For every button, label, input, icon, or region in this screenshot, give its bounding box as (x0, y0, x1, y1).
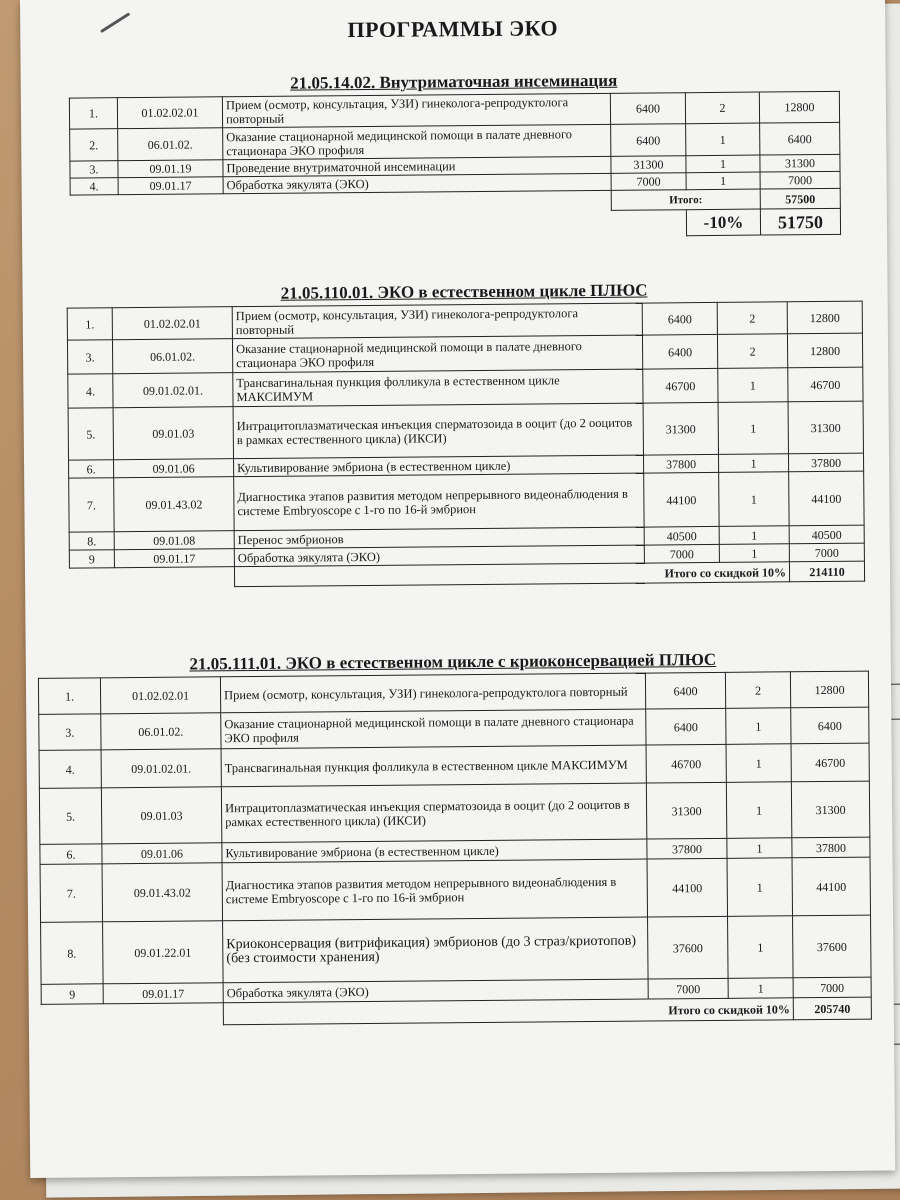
row-number: 1. (69, 98, 117, 129)
service-code: 09.01.02.01. (113, 373, 233, 408)
service-code: 09.01.03 (113, 407, 233, 460)
service-description: Проведение внутриматочной инсеминации (223, 156, 611, 176)
quantity: 1 (728, 978, 793, 999)
services-table (69, 91, 841, 242)
section-title: 21.05.111.01. ЭКО в естественном цикле с криоконсервацией ПЛЮС (189, 649, 717, 674)
empty-cell (41, 1003, 223, 1027)
quantity: 1 (726, 782, 791, 839)
service-code: 09.01.02.01. (101, 749, 221, 788)
section-insemination (69, 69, 841, 242)
service-code: 09.01.22.01 (103, 921, 224, 984)
section-eco-natural-plus (66, 279, 865, 589)
quantity: 1 (728, 916, 794, 979)
row-number: 9 (41, 984, 103, 1005)
service-code: 06.01.02. (101, 713, 221, 750)
quantity: 1 (726, 744, 791, 783)
service-description: Обработка эякулята (ЭКО) (223, 173, 611, 193)
line-total: 7000 (789, 543, 864, 562)
quantity: 1 (718, 402, 788, 455)
document-page (20, 0, 895, 1178)
service-code: 09.01.17 (118, 177, 223, 195)
line-total: 31300 (760, 154, 840, 172)
section-eco-natural-cryo-plus (38, 649, 872, 1027)
total-label: Итого: (611, 189, 760, 210)
unit-price: 7000 (644, 544, 719, 563)
unit-price: 31300 (643, 402, 718, 455)
service-code: 09.01.17 (114, 549, 234, 568)
line-total: 37800 (788, 453, 863, 472)
line-total: 6400 (760, 122, 840, 155)
service-code: 09.01.43.02 (114, 477, 234, 532)
table-row (39, 781, 869, 844)
service-code: 06.01.02. (118, 128, 223, 161)
unit-price: 46700 (646, 744, 726, 783)
section-title: 21.05.14.02. Внутриматочная инсеминация (290, 70, 618, 93)
unit-price: 6400 (610, 93, 685, 125)
row-number: 2. (70, 129, 118, 161)
table-row (40, 857, 870, 922)
service-code: 09.01.06 (114, 459, 234, 478)
service-description: Оказание стационарной медицинской помощи в палате дневного стационара ЭКО профиля (232, 335, 642, 373)
quantity: 1 (727, 858, 793, 917)
row-number: 9 (69, 550, 114, 568)
service-description: Культивирование эмбриона (в естественном цикле) (234, 455, 644, 477)
service-description: Диагностика этапов развития методом непрерывного видеонаблюдения в системе Embryoscope с 1-го по 16-й эмбрион (234, 473, 644, 531)
services-table (67, 301, 865, 589)
service-description: Интрацитоплазматическая инъекция сперматозоида в ооцит (до 2 ооцитов в рамках естественного цикла) (ИКСИ) (221, 783, 646, 843)
unit-price: 31300 (646, 782, 726, 839)
service-description: Обработка эякулята (ЭКО) (234, 545, 644, 567)
quantity: 1 (719, 544, 789, 563)
row-number: 7. (69, 478, 114, 532)
table-row (41, 915, 872, 984)
unit-price: 7000 (611, 173, 686, 191)
row-number: 4. (39, 750, 101, 789)
service-description: Интрацитоплазматическая инъекция сперматозоида в ооцит (до 2 ооцитов в рамках естественного цикла) (ИКСИ) (233, 403, 643, 459)
service-description: Прием (осмотр, консультация, УЗИ) гинеколога-репродуктолога повторный (222, 93, 610, 127)
quantity: 2 (725, 672, 790, 709)
service-description: Трансвагинальная пункция фолликула в естественном цикле МАКСИМУМ (233, 369, 643, 407)
service-description: Оказание стационарной медицинской помощи в палате дневного стационара ЭКО профиля (223, 124, 611, 159)
table-row (69, 471, 864, 532)
discount-total: 51750 (760, 208, 840, 235)
service-code: 09.01.08 (114, 531, 234, 550)
row-number: 6. (40, 844, 102, 865)
unit-price: 31300 (611, 156, 686, 174)
quantity: 1 (686, 155, 760, 173)
quantity: 1 (726, 708, 791, 745)
service-code: 06.01.02. (112, 339, 232, 374)
line-total: 12800 (787, 333, 862, 368)
unit-price: 44100 (644, 472, 719, 527)
line-total: 40500 (789, 525, 864, 544)
quantity: 1 (686, 172, 760, 190)
row-number: 6. (69, 460, 114, 478)
empty-cell (69, 567, 234, 588)
unit-price: 6400 (642, 302, 717, 335)
unit-price: 6400 (645, 672, 725, 709)
service-description: Обработка эякулята (ЭКО) (223, 979, 648, 1003)
quantity: 1 (686, 123, 760, 156)
service-description: Трансвагинальная пункция фолликула в естественном цикле МАКСИМУМ (221, 745, 646, 787)
service-description: Криоконсервация (витрификация) эмбрионов (до 3 страз/криотопов) (без стоимости хранения) (223, 917, 649, 983)
line-total: 7000 (793, 977, 871, 998)
service-code: 09.01.06 (102, 843, 222, 864)
row-number: 8. (69, 532, 114, 550)
unit-price: 6400 (611, 124, 686, 157)
quantity: 1 (718, 368, 788, 403)
service-description: Культивирование эмбриона (в естественном цикле) (222, 839, 647, 863)
service-description: Прием (осмотр, консультация, УЗИ) гинеколога-репродуктолога повторный (220, 673, 645, 713)
quantity: 2 (717, 334, 787, 369)
quantity: 2 (685, 92, 759, 124)
line-total: 31300 (791, 781, 869, 838)
line-total: 44100 (792, 857, 871, 916)
unit-price: 6400 (646, 708, 726, 745)
row-number: 7. (40, 864, 103, 923)
service-code: 01.02.02.01 (117, 97, 222, 129)
service-code: 09.01.43.02 (102, 863, 223, 922)
unit-price: 44100 (647, 858, 728, 917)
unit-price: 37800 (647, 838, 727, 859)
unit-price: 46700 (643, 368, 718, 403)
line-total: 44100 (789, 471, 864, 526)
total-value: 205740 (793, 997, 871, 1020)
line-total: 46700 (788, 367, 863, 402)
row-number: 8. (41, 922, 104, 985)
total-label: Итого со скидкой 10% (234, 562, 789, 587)
empty-cell (70, 210, 686, 241)
service-code: 09.01.17 (103, 983, 223, 1004)
service-code: 01.02.02.01 (100, 677, 220, 714)
service-description: Диагностика этапов развития методом непрерывного видеонаблюдения в системе Embryoscope с 1-го по 16-й эмбрион (222, 859, 647, 921)
line-total: 6400 (791, 707, 869, 744)
service-description: Оказание стационарной медицинской помощи в палате дневного стационара ЭКО профиля (221, 709, 646, 749)
unit-price: 6400 (642, 334, 717, 369)
line-total: 37600 (793, 915, 872, 978)
unit-price: 7000 (648, 978, 728, 999)
line-total: 37800 (792, 837, 870, 858)
service-description: Перенос эмбрионов (234, 527, 644, 549)
line-total: 31300 (788, 401, 863, 454)
total-label: Итого со скидкой 10% (223, 998, 793, 1025)
row-number: 5. (68, 408, 113, 460)
unit-price: 37800 (643, 454, 718, 473)
total-value: 57500 (760, 188, 840, 209)
row-number: 3. (67, 340, 112, 374)
unit-price: 40500 (644, 526, 719, 545)
total-value: 214110 (789, 561, 864, 582)
row-number: 3. (70, 161, 118, 178)
line-total: 46700 (791, 743, 869, 782)
table-row (68, 401, 863, 460)
service-code: 09.01.03 (101, 787, 221, 844)
row-number: 1. (67, 308, 112, 340)
quantity: 1 (719, 472, 789, 527)
unit-price: 37600 (648, 916, 729, 979)
line-total: 12800 (759, 91, 839, 123)
services-table (38, 671, 872, 1027)
line-total: 7000 (760, 171, 840, 189)
line-total: 12800 (787, 301, 862, 334)
service-description: Прием (осмотр, консультация, УЗИ) гинеколога-репродуктолога повторный (232, 303, 642, 339)
section-title: 21.05.110.01. ЭКО в естественном цикле ПЛЮС (280, 280, 648, 303)
row-number: 3. (39, 714, 101, 751)
quantity: 1 (718, 454, 788, 473)
document-title: ПРОГРАММЫ ЭКО (347, 15, 559, 43)
quantity: 1 (727, 838, 792, 859)
discount-label: -10% (686, 209, 760, 236)
quantity: 2 (717, 302, 787, 335)
quantity: 1 (719, 526, 789, 545)
discount-row (70, 208, 840, 241)
row-number: 4. (68, 374, 113, 408)
row-number: 5. (39, 788, 101, 845)
row-number: 1. (38, 678, 100, 715)
service-code: 01.02.02.01 (112, 307, 232, 340)
row-number: 4. (70, 178, 118, 195)
line-total: 12800 (790, 671, 868, 708)
service-code: 09.01.19 (118, 160, 223, 178)
